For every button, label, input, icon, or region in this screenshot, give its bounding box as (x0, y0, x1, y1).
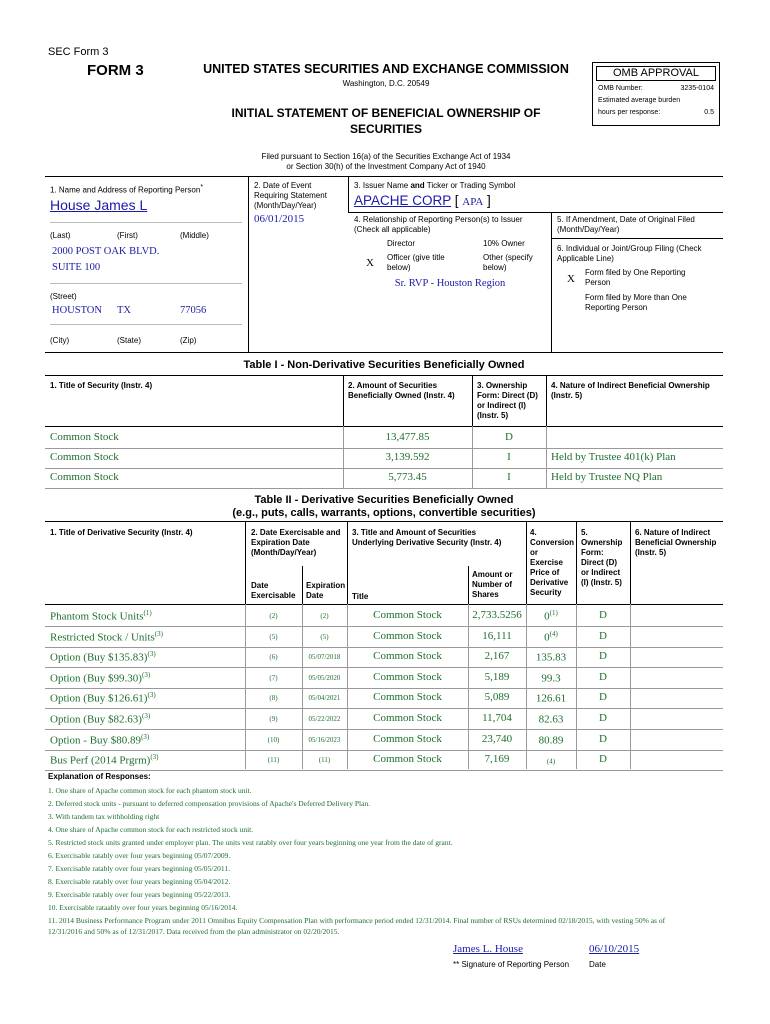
street-label: (Street) (50, 292, 77, 301)
city-label: (City) (50, 336, 70, 345)
table1-col-amount: 2. Amount of Securities Beneficially Owned (Instr. 4) (348, 381, 455, 400)
explanation-note: 1. One share of Apache common stock for each phantom stock unit. (48, 786, 252, 795)
commission-city: Washington, D.C. 20549 (342, 79, 430, 88)
explanation-note: 12/31/2016 and 50% as of 12/31/2017. Data received from the plan administrator on 02/20/2015. (48, 927, 340, 936)
director-option: Director (387, 239, 416, 248)
table1-col-title: 1. Title of Security (Instr. 4) (50, 381, 153, 390)
derivative-title: Bus Perf (2014 Prgrm)$^{(3)}$ (50, 753, 159, 767)
statement-title: INITIAL STATEMENT OF BENEFICIAL OWNERSHIP OF SECURITIES (231, 106, 541, 136)
reporting-person-label: 1. Name and Address of Reporting Person* (50, 184, 204, 195)
ownership-form: I (507, 451, 511, 463)
table2-col-dates: 2. Date Exercisable and Expiration Date (Month/Day/Year) (251, 528, 341, 557)
explanation-note: 5. Restricted stock units granted under employer plan. The units vest ratably over four years beginning one year from the date of grant. (48, 838, 453, 847)
table1-col-form: 3. Ownership Form: Direct (D) or Indirect (I) (Instr. 5) (477, 381, 538, 420)
underlying-shares: 2,733.5256 (472, 609, 522, 621)
underlying-title: Common Stock (373, 650, 442, 663)
one-person-checkmark: X (567, 273, 575, 285)
expiration-date: 05/16/2023 (308, 735, 341, 744)
derivative-title: Option (Buy $135.83)$^{(3)}$ (50, 650, 156, 664)
derivative-ownership-form: D (599, 691, 607, 704)
expiration-date: 05/04/2021 (308, 694, 341, 703)
expiration-date: 05/07/2018 (308, 653, 341, 662)
filed-pursuant: Filed pursuant to Section 16(a) of the Securities Exchange Act of 1934 or Section 30(h) of the Investment Company Act of 1940 (261, 152, 511, 171)
zip-value: 77056 (180, 305, 207, 316)
reporting-person-name[interactable]: House James L (50, 197, 148, 213)
underlying-title: Common Stock (373, 712, 442, 724)
underlying-shares: 23,740 (481, 732, 513, 745)
event-date-label: 2. Date of Event Requiring Statement (Month/Day/Year) (254, 181, 327, 210)
zip-label: (Zip) (180, 336, 197, 345)
omb-number: 3235-0104 (680, 85, 714, 92)
exercise-price: 0$^{(1)}$ (544, 609, 558, 623)
issuer-ticker: APA (462, 196, 484, 208)
derivative-title: Option (Buy $126.61)$^{(3)}$ (50, 691, 156, 706)
explanation-note: 6. Exercisable ratably over four years beginning 05/07/2009. (48, 851, 231, 860)
underlying-title: Common Stock (373, 753, 442, 766)
derivative-ownership-form: D (599, 670, 607, 683)
expiration-date: 05/22/2022 (308, 715, 341, 723)
filing-label: 6. Individual or Joint/Group Filing (Check Applicable Line) (557, 244, 702, 263)
omb-number-label: OMB Number: (598, 85, 643, 92)
ownership-nature: Held by Trustee NQ Plan (551, 471, 663, 483)
derivative-title: Option (Buy $82.63)$^{(3)}$ (50, 712, 151, 726)
date-exercisable: (11) (267, 756, 280, 765)
underlying-title: Common Stock (373, 691, 442, 704)
exercise-price: (4) (546, 757, 556, 766)
underlying-title: Common Stock (373, 670, 442, 683)
table2-sub-expiration: Expiration Date (306, 581, 346, 600)
form-title: FORM 3 (87, 62, 144, 79)
exercise-price: 80.89 (538, 734, 564, 747)
table1-title: Table I - Non-Derivative Securities Beneficially Owned (243, 359, 525, 371)
amendment-label: 5. If Amendment, Date of Original Filed (Month/Day/Year) (557, 215, 695, 234)
more-person-option: Form filed by More than One Reporting Person (585, 293, 687, 312)
underlying-shares: 11,704 (482, 712, 512, 724)
omb-burden: 0.5 (704, 109, 714, 116)
signature-label: ** Signature of Reporting Person (453, 960, 570, 969)
derivative-title: Phantom Stock Units$^{(1)}$ (50, 609, 152, 623)
table1-col-nature: 4. Nature of Indirect Beneficial Ownership (Instr. 5) (551, 381, 710, 400)
first-label: (First) (117, 231, 138, 240)
expiration-date: (11) (318, 756, 331, 765)
omb-burden-label: Estimated average burden (598, 97, 681, 104)
derivative-ownership-form: D (599, 712, 607, 724)
officer-checkmark: X (366, 257, 374, 269)
underlying-shares: 16,111 (482, 629, 512, 642)
street-line-1: 2000 POST OAK BLVD. (52, 246, 160, 257)
exercise-price: 99.3 (541, 672, 561, 685)
derivative-title: Option (Buy $99.30)$^{(3)}$ (50, 670, 151, 685)
one-person-option: Form filed by One Reporting Person (585, 268, 686, 287)
date-exercisable: (6) (269, 653, 278, 662)
explanation-note: 4. One share of Apache common stock for each restricted stock unit. (48, 825, 254, 834)
explanation-note: 7. Exercisable ratably over four years beginning 05/05/2011. (48, 864, 230, 873)
underlying-shares: 2,167 (484, 650, 510, 663)
exercise-price: 82.63 (538, 713, 564, 726)
date-exercisable: (8) (269, 694, 278, 703)
underlying-shares: 5,189 (484, 670, 510, 683)
omb-box (592, 62, 720, 126)
derivative-ownership-form: D (599, 609, 607, 621)
underlying-title: Common Stock (373, 629, 442, 642)
underlying-shares: 5,089 (484, 691, 510, 704)
exercise-price: 126.61 (535, 693, 567, 706)
omb-hours-label: hours per response: (598, 109, 661, 116)
underlying-title: Common Stock (373, 609, 442, 621)
underlying-shares: 7,169 (484, 753, 510, 766)
date-exercisable: (10) (267, 735, 280, 744)
expiration-date: (5) (320, 632, 329, 641)
derivative-ownership-form: D (599, 732, 607, 745)
date-exercisable: (5) (269, 632, 278, 641)
security-title: Common Stock (50, 471, 119, 483)
officer-title: Sr. RVP - Houston Region (394, 278, 506, 289)
derivative-ownership-form: D (599, 629, 607, 642)
table2-title: Table II - Derivative Securities Beneficially Owned (e.g., puts, calls, warrants, options, convertible securities) (232, 494, 536, 519)
derivative-ownership-form: D (599, 650, 607, 663)
owner-option: 10% Owner (483, 239, 525, 248)
event-date: 06/01/2015 (254, 213, 305, 225)
ownership-form: D (505, 431, 513, 443)
table2-col-underlying: 3. Title and Amount of Securities Underlying Derivative Security (Instr. 4) (352, 528, 502, 547)
security-title: Common Stock (50, 451, 119, 463)
omb-title: OMB APPROVAL (596, 66, 716, 81)
last-label: (Last) (50, 231, 71, 240)
middle-label: (Middle) (180, 231, 209, 240)
table2-sub-amount: Amount or Number of Shares (472, 570, 513, 599)
other-option: Other (specify below) (483, 253, 533, 272)
security-amount: 5,773.45 (388, 471, 427, 483)
exercise-price: 0$^{(4)}$ (544, 629, 558, 644)
signature-date-label: Date (589, 960, 606, 969)
table2-col-nature: 6. Nature of Indirect Beneficial Ownership (Instr. 5) (635, 528, 717, 557)
expiration-date: (2) (320, 612, 329, 620)
table2-sub-exercisable: Date Exercisable (251, 581, 296, 600)
issuer-label: 3. Issuer Name and Ticker or Trading Symbol (354, 181, 516, 190)
commission-title: UNITED STATES SECURITIES AND EXCHANGE COMMISSION (203, 62, 569, 76)
explanation-note: 2. Deferred stock units - pursuant to deferred compensation provisions of Apache's Deferred Delivery Plan. (48, 799, 371, 808)
explanation-note: 8. Exercisable ratably over four years beginning 05/04/2012. (48, 877, 231, 886)
explanation-title: Explanation of Responses: (48, 772, 151, 781)
relationship-label: 4. Relationship of Reporting Person(s) to Issuer (Check all applicable) (354, 215, 523, 234)
street-line-2: SUITE 100 (52, 262, 101, 273)
state-label: (State) (117, 336, 142, 345)
signature-date: 06/10/2015 (589, 943, 640, 955)
issuer-link[interactable]: APACHE CORP (354, 193, 452, 208)
date-exercisable: (7) (269, 673, 278, 682)
underlying-title: Common Stock (373, 732, 442, 745)
city-value: HOUSTON (52, 305, 102, 316)
state-value: TX (117, 305, 131, 316)
issuer-name: APACHE CORP [ APA ] (354, 193, 491, 208)
explanation-note: 9. Exercisable ratably over four years beginning 05/22/2013. (48, 890, 231, 899)
derivative-title: Restricted Stock / Units$^{(3)}$ (50, 629, 163, 644)
table2-col-form: 5. Ownership Form: Direct (D) or Indirect (I) (Instr. 5) (581, 528, 623, 587)
security-amount: 13,477.85 (385, 431, 430, 443)
officer-option: Officer (give title below) (387, 253, 445, 272)
sec-form-label: SEC Form 3 (48, 46, 109, 58)
table2-sub-title: Title (352, 592, 369, 601)
date-exercisable: (2) (269, 612, 278, 620)
ownership-nature: Held by Trustee 401(k) Plan (551, 451, 676, 463)
expiration-date: 05/05/2020 (308, 673, 341, 682)
exercise-price: 135.83 (535, 651, 567, 664)
security-amount: 3,139.592 (385, 451, 430, 463)
ownership-form: I (507, 471, 511, 483)
explanation-note: 10. Exercisable rataably over four years beginning 05/16/2014. (48, 903, 238, 912)
signature-name: James L. House (453, 943, 523, 955)
explanation-note: 3. With tandem tax withholding right (48, 812, 160, 821)
date-exercisable: (9) (269, 715, 278, 723)
table2-col-price: 4. Conversion or Exercise Price of Derivative Security (530, 528, 575, 597)
explanation-note: 11. 2014 Business Performance Program under 2011 Omnibus Equity Compensation Plan with performance period ended 12/31/2014. Final number of RSUs determined 02/18/2015, with vesting 50% as of (48, 916, 666, 925)
table2-col-title: 1. Title of Derivative Security (Instr. 4) (50, 528, 193, 537)
security-title: Common Stock (50, 431, 119, 443)
derivative-title: Option - Buy $80.89$^{(3)}$ (50, 732, 150, 747)
derivative-ownership-form: D (599, 753, 607, 766)
